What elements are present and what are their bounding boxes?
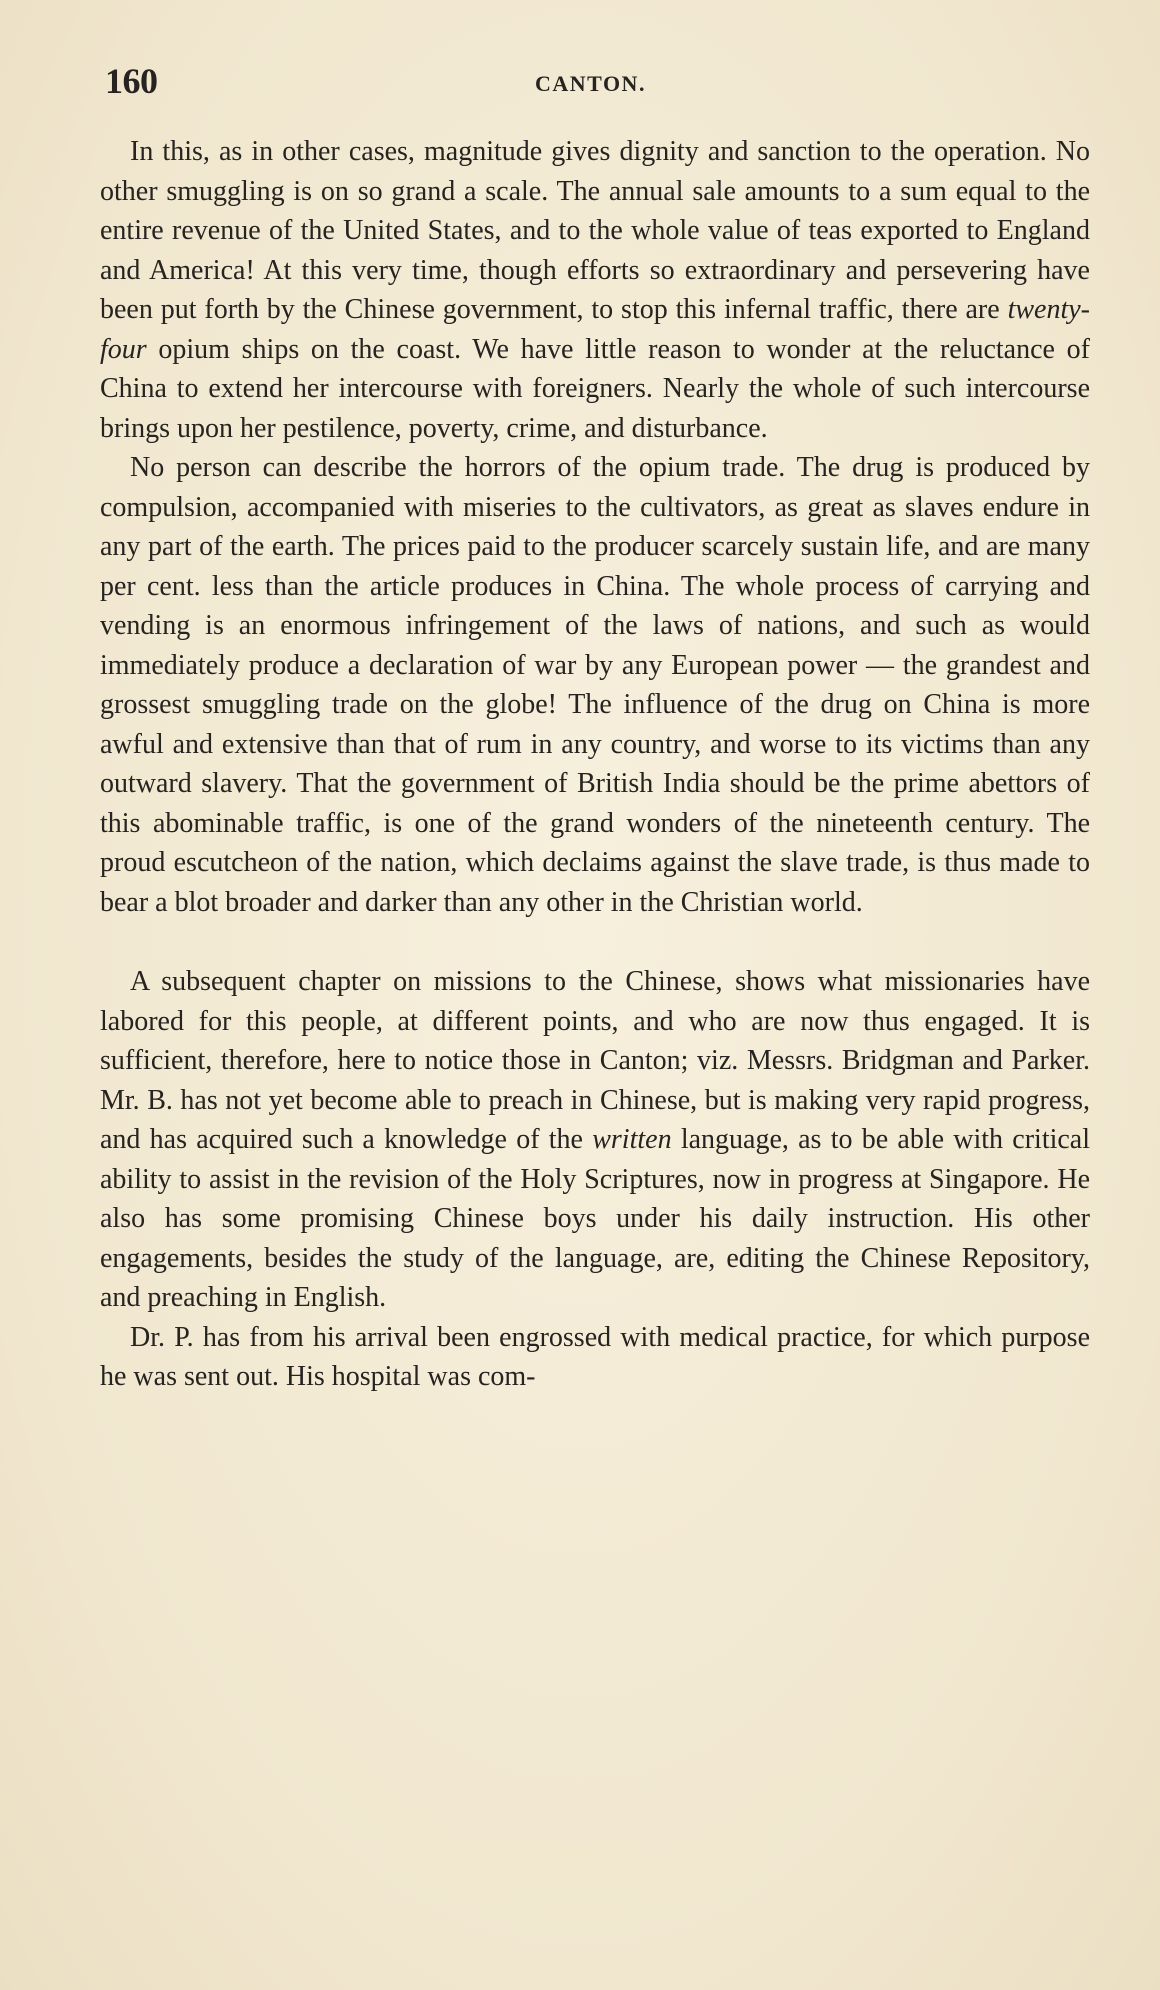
running-head: CANTON. <box>535 71 646 96</box>
italic-emphasis: twenty-four <box>100 294 1090 365</box>
paragraph-dr-parker <box>100 1318 1090 1397</box>
italic-emphasis: written <box>592 1124 672 1155</box>
paragraph-text: In this, as in other cases, magnitude gives dignity and sanction to the operation. No other smuggling is on so grand a scale. The annual sale amounts to a sum equal to the entire revenue of the United States, and to the whole value of teas exported to England and America! At this very time, though efforts so extraordinary and persevering have been put forth by the Chinese government, to stop this infernal traffic, there are <box>100 136 1090 325</box>
paragraph-missions <box>100 962 1090 1318</box>
paragraph-text: opium ships on the coast. We have little reason to wonder at the reluctance of China to extend her intercourse with foreigners. Nearly the whole of such intercourse brings upon her pestilence, poverty, crime, and disturbance. <box>100 333 1090 444</box>
body-text <box>100 132 1090 1397</box>
page-header <box>105 60 1095 110</box>
paragraph-opium-trade-horrors <box>100 448 1090 922</box>
paragraph-text: Dr. P. has from his arrival been engrossed with medical practice, for which purpose he was sent out. His hospital was com- <box>100 1321 1090 1392</box>
paragraph-text: A subsequent chapter on missions to the Chinese, shows what missionaries have labored for this people, at different points, and who are now thus engaged. It is sufficient, therefore, here to notice those in Canton; viz. Messrs. Bridgman and Parker. Mr. B. has not yet become able to preach in Chinese, but is making very rapid progress, and has acquired such a knowledge of the <box>100 966 1090 1155</box>
paragraph-opium-smuggling <box>100 132 1090 448</box>
paragraph-text: language, as to be able with critical ability to assist in the revision of the Holy Scriptures, now in progress at Singapore. He also has some promising Chinese boys under his daily instruction. His other engagements, besides the study of the language, are, editing the Chinese Repository, and preaching in English. <box>100 1124 1091 1313</box>
page-number: 160 <box>105 61 158 101</box>
paragraph-text: No person can describe the horrors of the opium trade. The drug is produced by compulsion, accompanied with miseries to the cultivators, as great as slaves endure in any part of the earth. The prices paid to the producer scarcely sustain life, and are many per cent. less than the article produces in China. The whole process of carrying and vending is an enormous infringement of the laws of nations, and such as would immediately produce a declaration of war by any European power — the grandest and grossest smuggling trade on the globe! The influence of the drug on China is more awful and extensive than that of rum in any country, and worse to its victims than any outward slavery. That the government of British India should be the prime abettors of this abominable traffic, is one of the grand wonders of the nineteenth century. The proud escutcheon of the nation, which declaims against the slave trade, is thus made to bear a blot broader and darker than any other in the Christian world. <box>100 452 1090 918</box>
